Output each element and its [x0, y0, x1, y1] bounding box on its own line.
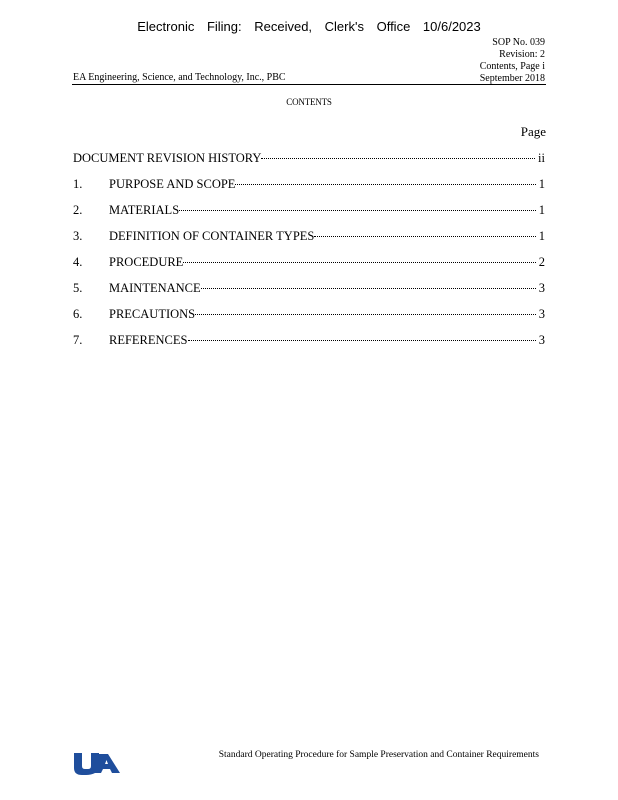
header-info: [480, 37, 545, 85]
toc-leader: [201, 288, 536, 289]
toc-entry-number: 4.: [73, 255, 83, 269]
toc-entry-number: 6.: [73, 307, 83, 321]
toc-entry-title: PRECAUTIONS: [109, 307, 196, 321]
toc-entry-title: REFERENCES: [109, 333, 188, 347]
toc-entry-page: 3: [538, 281, 545, 295]
toc-entry-title: MAINTENANCE: [109, 281, 201, 295]
toc-entry-number: 7.: [73, 333, 83, 347]
toc-leader: [183, 262, 535, 263]
filing-stamp: Electronic Filing: Received, Clerk's Office 10/6/2023: [137, 19, 481, 34]
toc-entry-title: PURPOSE AND SCOPE: [109, 177, 236, 191]
contents-title: CONTENTS: [286, 97, 332, 107]
toc-entry-page: ii: [538, 151, 545, 165]
toc-leader: [314, 236, 535, 237]
ea-logo-icon: [74, 751, 120, 775]
toc-entry-page: 1: [538, 229, 545, 243]
toc-entry[interactable]: [73, 333, 545, 359]
toc-entry[interactable]: [73, 229, 545, 255]
table-of-contents: [73, 151, 545, 359]
toc-entry[interactable]: [73, 255, 545, 281]
header-page-ref: Contents, Page i: [479, 61, 545, 72]
toc-leader: [179, 210, 536, 211]
toc-entry-page: 2: [538, 255, 545, 269]
toc-entry-title: DOCUMENT REVISION HISTORY: [73, 151, 262, 165]
toc-entry-page: 1: [538, 177, 545, 191]
toc-entry[interactable]: [73, 177, 545, 203]
toc-entry[interactable]: [73, 281, 545, 307]
toc-leader: [195, 314, 536, 315]
toc-entry-number: 5.: [73, 281, 83, 295]
toc-entry-title: DEFINITION OF CONTAINER TYPES: [109, 229, 315, 243]
header-rule: [72, 84, 546, 85]
toc-leader: [188, 340, 536, 341]
toc-entry[interactable]: [73, 151, 545, 177]
page-column-label: Page: [520, 124, 546, 139]
header-sop-no: SOP No. 039: [492, 37, 545, 48]
toc-entry-page: 1: [538, 203, 545, 217]
toc-entry-page: 3: [538, 333, 545, 347]
toc-entry-title: PROCEDURE: [109, 255, 184, 269]
toc-entry-number: 3.: [73, 229, 83, 243]
toc-leader: [235, 184, 535, 185]
toc-leader: [261, 158, 535, 159]
header-revision: Revision: 2: [499, 49, 545, 60]
toc-entry-number: 2.: [73, 203, 83, 217]
toc-entry[interactable]: [73, 203, 545, 229]
toc-entry-page: 3: [538, 307, 545, 321]
header-company: EA Engineering, Science, and Technology, Inc., PBC: [73, 72, 286, 83]
header-date: September 2018: [479, 73, 545, 84]
toc-entry-number: 1.: [73, 177, 83, 191]
footer-title: Standard Operating Procedure for Sample Preservation and Container Requirements: [218, 750, 539, 760]
toc-entry-title: MATERIALS: [109, 203, 180, 217]
toc-entry[interactable]: [73, 307, 545, 333]
